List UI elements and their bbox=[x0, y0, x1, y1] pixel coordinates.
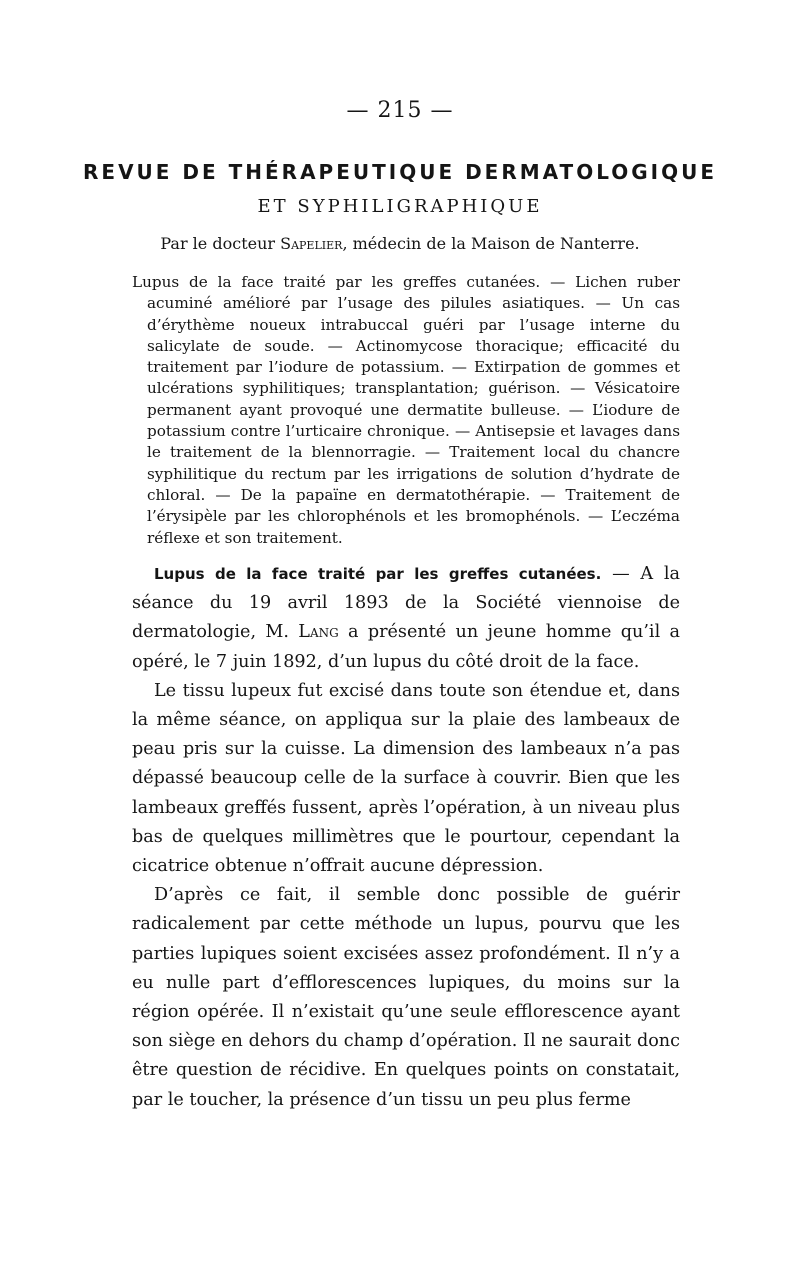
article-body bbox=[132, 560, 680, 1115]
paragraph-2: Le tissu lupeux fut excisé dans toute son étendue et, dans la même séance, on appliqua sur la plaie des lambeaux de peau pris sur la cuisse. La dimension des lambeaux n’a pas dépassé beaucoup celle de la surface à couvrir. Bien que les lambeaux greffés fussent, après l’opération, à un niveau plus bas de quelques millimètres que le pourtour, cependant la cicatrice obtenue n’offrait aucune dépression. bbox=[132, 680, 680, 877]
byline-prefix: Par le docteur bbox=[160, 234, 281, 253]
person-name: Lang bbox=[298, 622, 339, 643]
byline-suffix: , médecin de la Maison de Nanterre. bbox=[342, 234, 640, 253]
page-number: — 215 — bbox=[346, 98, 454, 123]
author-byline bbox=[0, 234, 800, 253]
summary-text: Lupus de la face traité par les greffes cutanées. — Lichen ruber acuminé amélioré par l’usage des pilules asiatiques. — Un cas d’érythème noueux intrabuccal guéri par l’usage interne du salicylate de soude. — Actinomycose thoracique; efficacité du traitement par l’iodure de potassium. — Extirpation de gommes et ulcérations syphilitiques; transplantation; guérison. — Vésicatoire permanent ayant provoqué une dermatite bulleuse. — L’iodure de potassium contre l’urticaire chronique. — Antisepsie et lavages dans le traitement de la blennorragie. — Traitement local du chancre syphilitique du rectum par les irrigations de solution d’hydrate de chloral. — De la papaïne en dermatothérapie. — Traitement de l’érysipèle par les chlorophénols et les bromophénols. — L’eczéma réflexe et son traitement. bbox=[132, 273, 680, 547]
summary-block bbox=[132, 272, 680, 549]
section-heading: Lupus de la face traité par les greffes cutanées. bbox=[154, 565, 602, 583]
paragraph-1-part2: a présenté un jeune homme qu’il a opéré, le 7 juin 1892, d’un lupus du côté droit de la face. bbox=[132, 622, 680, 672]
article-title: REVUE DE THÉRAPEUTIQUE DERMATOLOGIQUE bbox=[83, 160, 717, 184]
paragraph-1-part1: — A la séance du 19 avril 1893 de la Société viennoise de dermatologie, M. bbox=[132, 564, 680, 643]
paragraph-3: D’après ce fait, il semble donc possible de guérir radicalement par cette méthode un lupus, pourvu que les parties lupiques soient excisées assez profondément. Il n’y a eu nulle part d’efflorescences lupiques, du moins sur la région opérée. Il n’existait qu’une seule efflorescence ayant son siège en dehors du champ d’opération. Il ne saurait donc être question de récidive. En quelques points on constatait, par le toucher, la présence d’un tissu un peu plus ferme bbox=[132, 885, 680, 1110]
author-name: Sapelier bbox=[280, 234, 343, 253]
paragraph-1 bbox=[132, 560, 680, 677]
article-subtitle: ET SYPHILIGRAPHIQUE bbox=[257, 196, 543, 217]
